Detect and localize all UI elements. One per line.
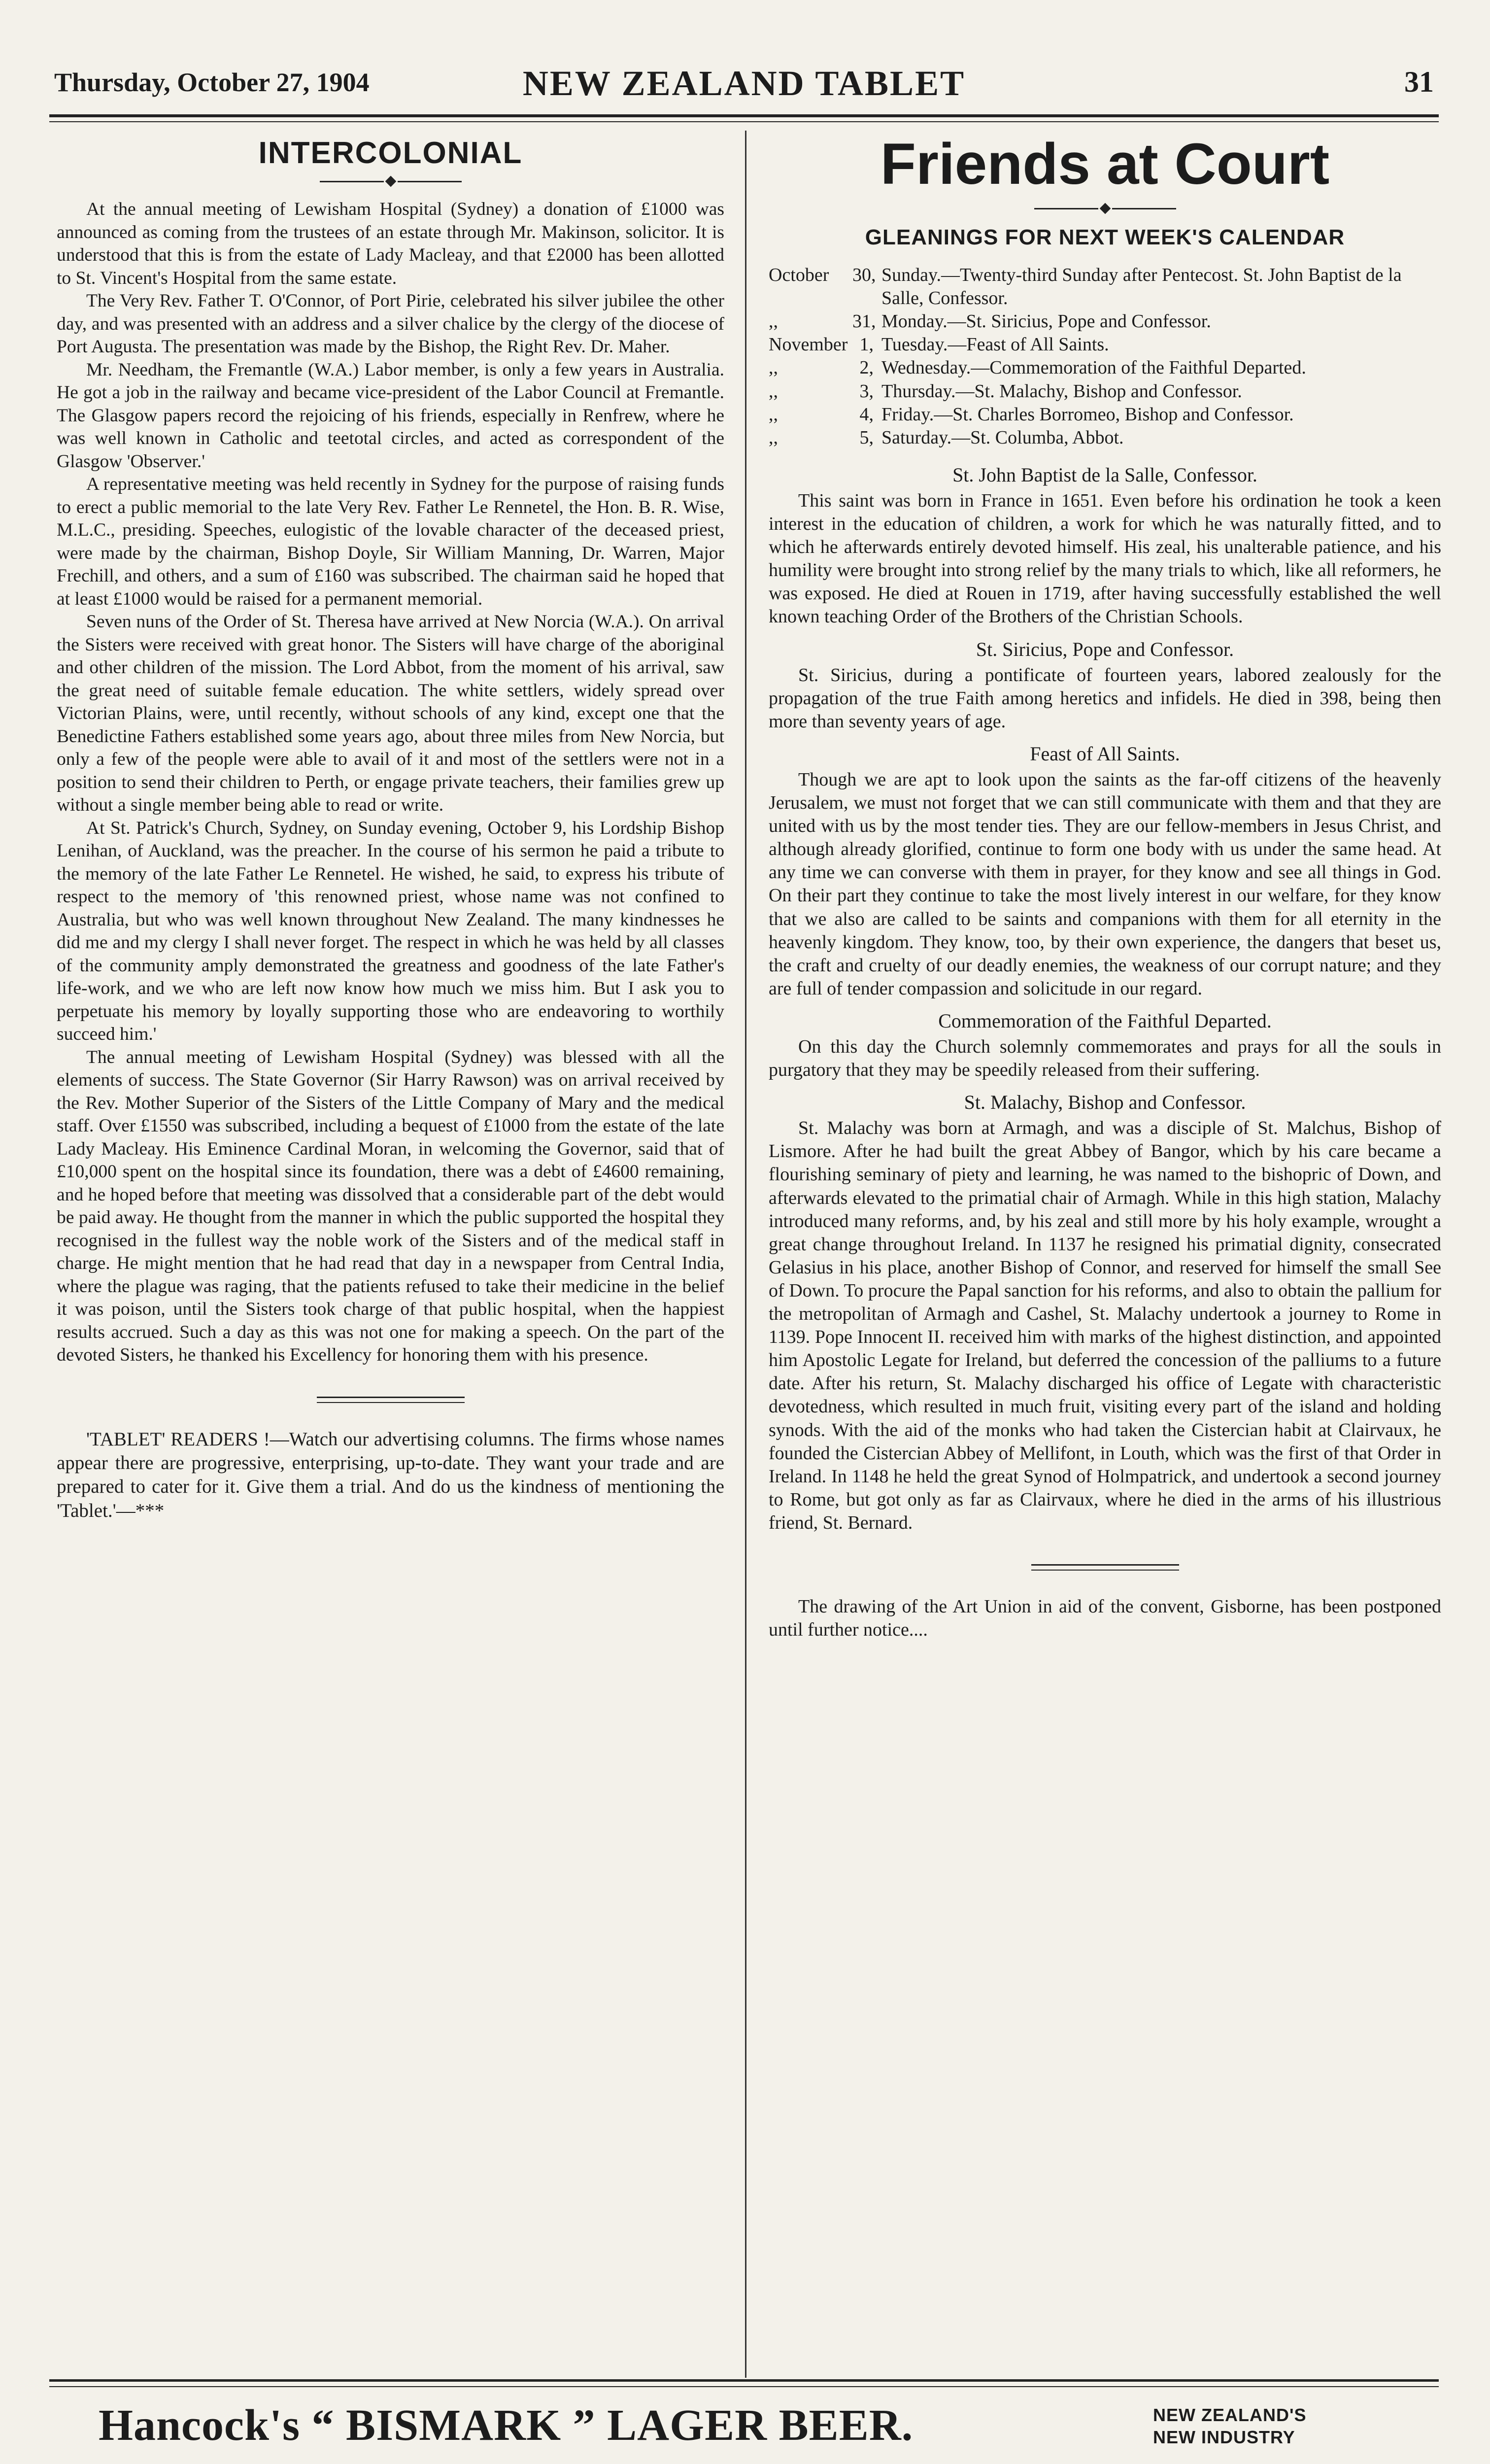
news-paragraph: At St. Patrick's Church, Sydney, on Sunday evening, October 9, his Lordship Bishop Lenihan, of Auckland, was the preacher. In the course of his sermon he paid a tribute to the memory of the late Father Le Rennetel. He wished, he said, to express his tribute of respect to the memory of 'this renowned priest, whose name was not confined to Australia, but who was well known throughout New Zealand. The many kindnesses he did me and my clergy I shall never forget. The respect in which he was held by all classes of the community amply demonstrated the greatness and goodness of the late Father's life-work, and we who are left now know how much we miss him. But I ask you to perpetuate his memory by loyally supporting those who are endeavoring to worthily succeed him.' bbox=[57, 818, 724, 1044]
calendar-row: November 1, Tuesday.—Feast of All Saints. bbox=[769, 334, 1109, 355]
news-paragraph: The Very Rev. Father T. O'Connor, of Port Pirie, celebrated his silver jubilee the other day, and was presented with an address and a silver chalice by the clergy of the diocese of Port Augusta. The presentation was made by the Bishop, the Right Rev. Dr. Maher. bbox=[57, 291, 724, 357]
masthead-rule bbox=[49, 114, 1439, 117]
heading-ornament bbox=[57, 177, 724, 185]
beer-advert-tagline bbox=[1153, 2404, 1307, 2448]
news-paragraph: Mr. Needham, the Fremantle (W.A.) Labor member, is only a few years in Australia. He got a job in the railway and became vice-president of the Labor Council at Fremantle. The Glasgow papers record the rejoicing of his friends, especially in Renfrew, where he was well known in Catholic and teetotal circles, and acted as correspondent of the Glasgow 'Observer.' bbox=[57, 359, 724, 472]
footer-advertisement bbox=[99, 2400, 1389, 2464]
calendar-subtitle: GLEANINGS FOR NEXT WEEK'S CALENDAR bbox=[865, 225, 1345, 249]
friends-at-court-title: Friends at Court bbox=[880, 132, 1330, 197]
calendar-list bbox=[769, 264, 1441, 449]
news-paragraph: The annual meeting of Lewisham Hospital (Sydney) was blessed with all the elements of success. The State Governor (Sir Harry Rawson) was on arrival received by the Rev. Mother Superior of the Sisters of the Little Company of Mary and the medical staff. Over £1550 was subscribed, including a bequest of £1000 from the estate of the late Lady Macleay. His Eminence Cardinal Moran, in welcoming the Governor, said that of £10,000 spent on the hospital since its foundation, there was a debt of £4600 remaining, and he hoped before that meeting was dissolved that a considerable part of the debt would be paid away. He thought from the manner in which the public supported the hospital they recognised in the fullest way the noble work of the Sisters and of the medical staff in charge. He might mention that he had read that day in a newspaper from Central India, where the plague was raging, that the patients refused to take their medicine in the belief it was poison, until the Sisters took charge of that public hospital, when the happiest results accrued. Such a day as this was not one for making a speech. On the part of the devoted Sisters, he thanked his Excellency for honoring them with his presence. bbox=[57, 1047, 724, 1365]
masthead-rule-thin bbox=[49, 121, 1439, 122]
tagline-line-1: NEW ZEALAND'S bbox=[1153, 2405, 1307, 2425]
saint-entry-title: St. Siricius, Pope and Confessor. bbox=[976, 638, 1234, 660]
section-separator bbox=[317, 1397, 465, 1403]
news-paragraph: At the annual meeting of Lewisham Hospital (Sydney) a donation of £1000 was announced as coming from the trustees of an estate through Mr. Makinson, solicitor. It is understood that this is from the estate of Lady Macleay, and that £2000 has been allotted to St. Vincent's Hospital from the same estate. bbox=[57, 199, 724, 288]
title-ornament bbox=[769, 205, 1441, 212]
calendar-row: ,, 2, Wednesday.—Commemoration of the Faithful Departed. bbox=[769, 357, 1306, 378]
saint-entry-text: This saint was born in France in 1651. Even before his ordination he took a keen interest in the education of children, a work for which he was naturally fitted, and to which he afterwards entirely devoted himself. His zeal, his unalterable patience, and his humility were brought into strong relief by the many trials to which, like all reformers, he was exposed. He died at Rouen in 1719, after having successfully established the well known teaching Order of the Brothers of the Christian Schools. bbox=[769, 490, 1441, 627]
saint-entry-text: St. Malachy was born at Armagh, and was a disciple of St. Malchus, Bishop of Lismore. After he had built the great Abbey of Bangor, which by his care became a flourishing seminary of piety and learning, he was named to the bishopric of Down, and afterwards elevated to the primatial chair of Armagh. While in this high station, Malachy introduced many reforms, and, by his zeal and still more by his holy example, wrought a great change throughout Ireland. In 1137 he resigned his primatial dignity, consecrated Gelasius in his place, another Bishop of Connor, and reserved for himself the small See of Down. To procure the Papal sanction for his reforms, and also to obtain the pallium for the metropolitan of Armagh and Cashel, St. Malachy undertook a journey to Rome in 1139. Pope Innocent II. received him with marks of the highest distinction, and appointed him Apostolic Legate for Ireland, but deferred the concession of the palliums to a future date. After his return, St. Malachy discharged his office of Legate with characteristic devotedness, which resulted in much fruit, visiting every part of the island and holding synods. With the aid of the monks who had taken the Cistercian habit at Clairvaux, he founded the Cistercian Abbey of Mellifont, in Louth, which was the first of that Order in Ireland. In 1148 he held the great Synod of Holmpatrick, and undertook a second journey to Rome, but got only as far as Clairvaux, where he died in the arms of his illustrious friend, St. Bernard. bbox=[769, 1118, 1441, 1534]
friends-at-court-column bbox=[769, 131, 1441, 1642]
beer-advert-title: Hancock's “ BISMARK ” LAGER BEER. bbox=[99, 2401, 914, 2450]
saint-entry-text: On this day the Church solemnly commemorates and prays for all the souls in purgatory that they may be speedily released from their suffering. bbox=[769, 1036, 1441, 1081]
readers-notice: 'TABLET' READERS !—Watch our advertising columns. The firms whose names appear there are progressive, enterprising, up-to-date. They want your trade and are prepared to cater for it. Give them a trial. And do us the kindness of mentioning the 'Tablet.'—*** bbox=[57, 1428, 724, 1521]
art-union-notice: The drawing of the Art Union in aid of the convent, Gisborne, has been postponed until further notice.... bbox=[769, 1596, 1441, 1641]
issue-date: Thursday, October 27, 1904 bbox=[54, 68, 370, 97]
saint-entry-text: Though we are apt to look upon the saints as the far-off citizens of the heavenly Jerusalem, we must not forget that we can still communicate with them and that they are united with us by the most tender ties. They are our fellow-members in Jesus Christ, and although already glorified, continue to form one body with us under the same head. At any time we can converse with them in prayer, for they know and see all things in God. On their part they continue to take the most lively interest in our welfare, for they know that we also are called to be saints and companions with them for all eternity in the heavenly kingdom. They know, too, by their own experience, the dangers that beset us, the craft and cruelty of our deadly enemies, the weakness of our corrupt nature; and they are full of tender compassion and solicitude in our regard. bbox=[769, 769, 1441, 999]
column-divider bbox=[745, 131, 746, 2378]
saint-entry-title: St. John Baptist de la Salle, Confessor. bbox=[952, 463, 1257, 486]
saint-entry-title: Feast of All Saints. bbox=[1030, 742, 1180, 765]
news-paragraph: Seven nuns of the Order of St. Theresa have arrived at New Norcia (W.A.). On arrival the Sisters were received with great honor. The Sisters will have charge of the aboriginal and other children of the mission. The Lord Abbot, from the moment of his arrival, saw the great need of suitable female education. The white settlers, widely spread over Victorian Plains, were, until recently, without schools of any kind, except one that the Benedictine Fathers established some years ago, about three miles from New Norcia, but only a few of the people were able to avail of it and most of the settlers were not in a position to send their children to Perth, or engage private teachers, their families grew up without a single member being able to read or write. bbox=[57, 612, 724, 815]
calendar-row: October 30, Sunday.—Twenty-third Sunday after Pentecost. St. John Baptist de la Salle, Confessor. bbox=[769, 265, 1402, 309]
intercolonial-heading: INTERCOLONIAL bbox=[258, 136, 523, 170]
section-separator bbox=[1031, 1564, 1179, 1571]
saint-entry-text: St. Siricius, during a pontificate of fourteen years, labored zealously for the propagation of the true Faith among heretics and infidels. He died in 398, being then more than seventy years of age. bbox=[769, 664, 1441, 732]
calendar-row: ,, 31, Monday.—St. Siricius, Pope and Confessor. bbox=[769, 311, 1211, 332]
tagline-line-2: NEW INDUSTRY bbox=[1153, 2427, 1295, 2447]
calendar-row: ,, 5, Saturday.—St. Columba, Abbot. bbox=[769, 427, 1124, 448]
footer-rule-thin bbox=[49, 2386, 1439, 2387]
saint-entry-title: Commemoration of the Faithful Departed. bbox=[938, 1009, 1272, 1032]
page-number: 31 bbox=[1404, 66, 1434, 98]
saint-entry-title: St. Malachy, Bishop and Confessor. bbox=[964, 1091, 1246, 1114]
news-paragraph: A representative meeting was held recently in Sydney for the purpose of raising funds to erect a public memorial to the late Very Rev. Father Le Rennetel, the Hon. B. R. Wise, M.L.C., presiding. Speeches, eulogistic of the lovable character of the deceased priest, were made by the chairman, Bishop Doyle, Sir William Manning, Dr. Warren, Major Frechill, and others, and a sum of £160 was subscribed. The chairman said he hoped that at least £1000 would be raised for a permanent memorial. bbox=[57, 474, 724, 609]
intercolonial-column bbox=[57, 131, 724, 1523]
calendar-row: ,, 4, Friday.—St. Charles Borromeo, Bishop and Confessor. bbox=[769, 404, 1294, 425]
masthead bbox=[54, 63, 1434, 117]
footer-rule bbox=[49, 2379, 1439, 2382]
newspaper-title: NEW ZEALAND TABLET bbox=[522, 64, 966, 103]
calendar-row: ,, 3, Thursday.—St. Malachy, Bishop and Confessor. bbox=[769, 380, 1242, 402]
